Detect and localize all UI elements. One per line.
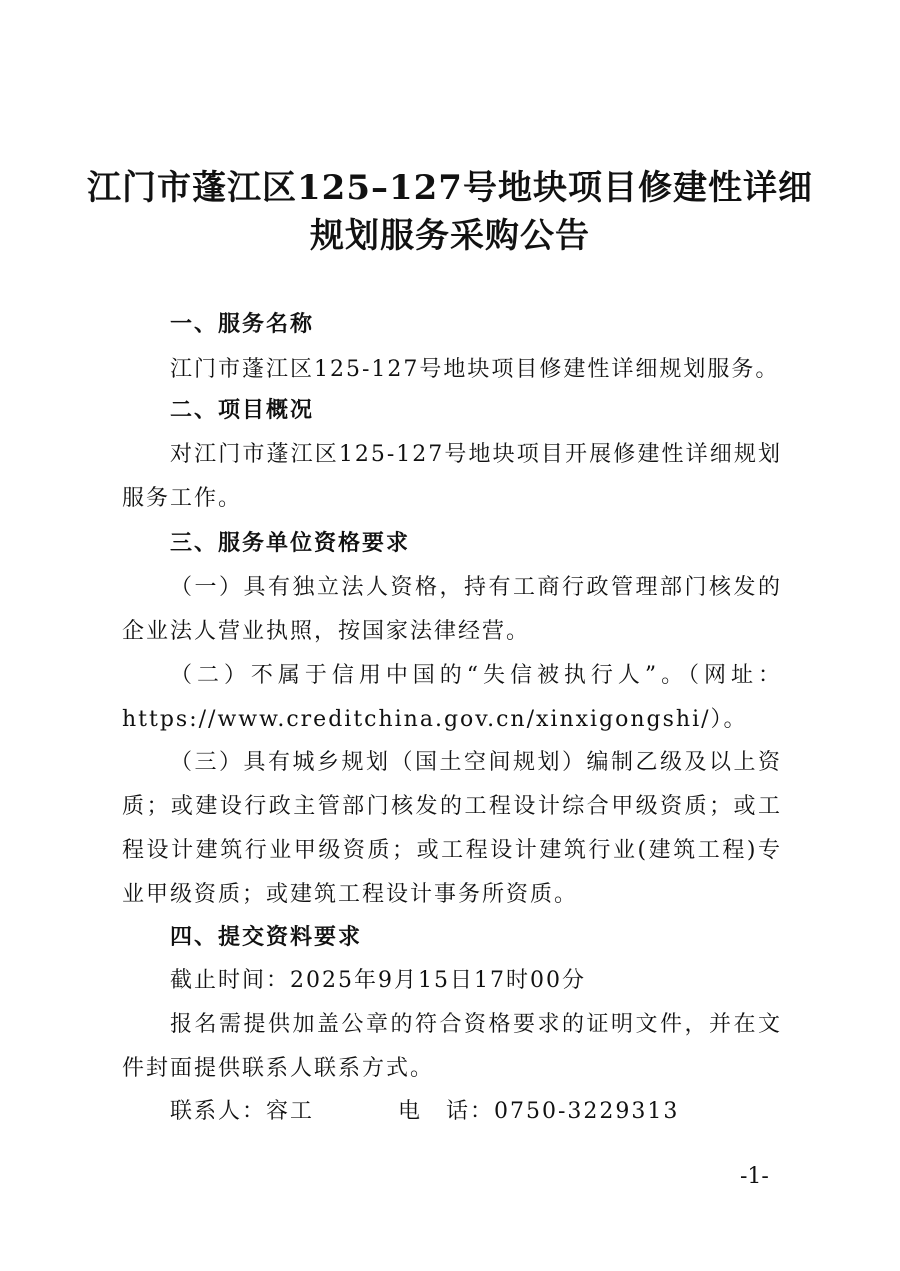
page-number: -1- <box>740 1164 769 1189</box>
section-2-heading: 二、项目概况 <box>170 398 315 423</box>
section-4-requirement-line-1: 报名需提供加盖公章的符合资格要求的证明文件，并在文 <box>170 1012 782 1037</box>
section-1-heading: 一、服务名称 <box>170 312 315 337</box>
section-2-body-line-2: 服务工作。 <box>122 486 243 511</box>
section-3-item-2-line-2: https://www.creditchina.gov.cn/xinxigongshi/）。 <box>122 707 748 732</box>
section-3-item-3-line-1: （三）具有城乡规划（国土空间规划）编制乙级及以上资 <box>170 750 782 775</box>
document-title-line-1: 江门市蓬江区125–127号地块项目修建性详细 <box>87 168 813 208</box>
section-3-item-3-line-3: 程设计建筑行业甲级资质；或工程设计建筑行业(建筑工程)专 <box>122 838 782 863</box>
section-3-item-3-line-2: 质；或建设行政主管部门核发的工程设计综合甲级资质；或工 <box>122 794 782 819</box>
section-2-body-line-1: 对江门市蓬江区125-127号地块项目开展修建性详细规划 <box>170 442 782 467</box>
section-4-deadline: 截止时间：2025年9月15日17时00分 <box>170 968 586 993</box>
contact-person: 联系人：容工 <box>170 1099 315 1124</box>
section-3-item-2-line-1: （二）不属于信用中国的“失信被执行人”。（网址： <box>170 663 782 688</box>
section-3-heading: 三、服务单位资格要求 <box>170 531 411 556</box>
document-title-line-2: 规划服务采购公告 <box>310 216 590 256</box>
section-4-heading: 四、提交资料要求 <box>170 925 363 950</box>
section-3-item-1-line-1: （一）具有独立法人资格，持有工商行政管理部门核发的 <box>170 575 782 600</box>
contact-phone: 电 话：0750-3229313 <box>398 1099 680 1124</box>
section-3-item-1-line-2: 企业法人营业执照，按国家法律经营。 <box>122 619 531 644</box>
section-1-body: 江门市蓬江区125-127号地块项目修建性详细规划服务。 <box>170 357 780 382</box>
section-3-item-3-line-4: 业甲级资质；或建筑工程设计事务所资质。 <box>122 882 579 907</box>
section-4-requirement-line-2: 件封面提供联系人联系方式。 <box>122 1056 435 1081</box>
